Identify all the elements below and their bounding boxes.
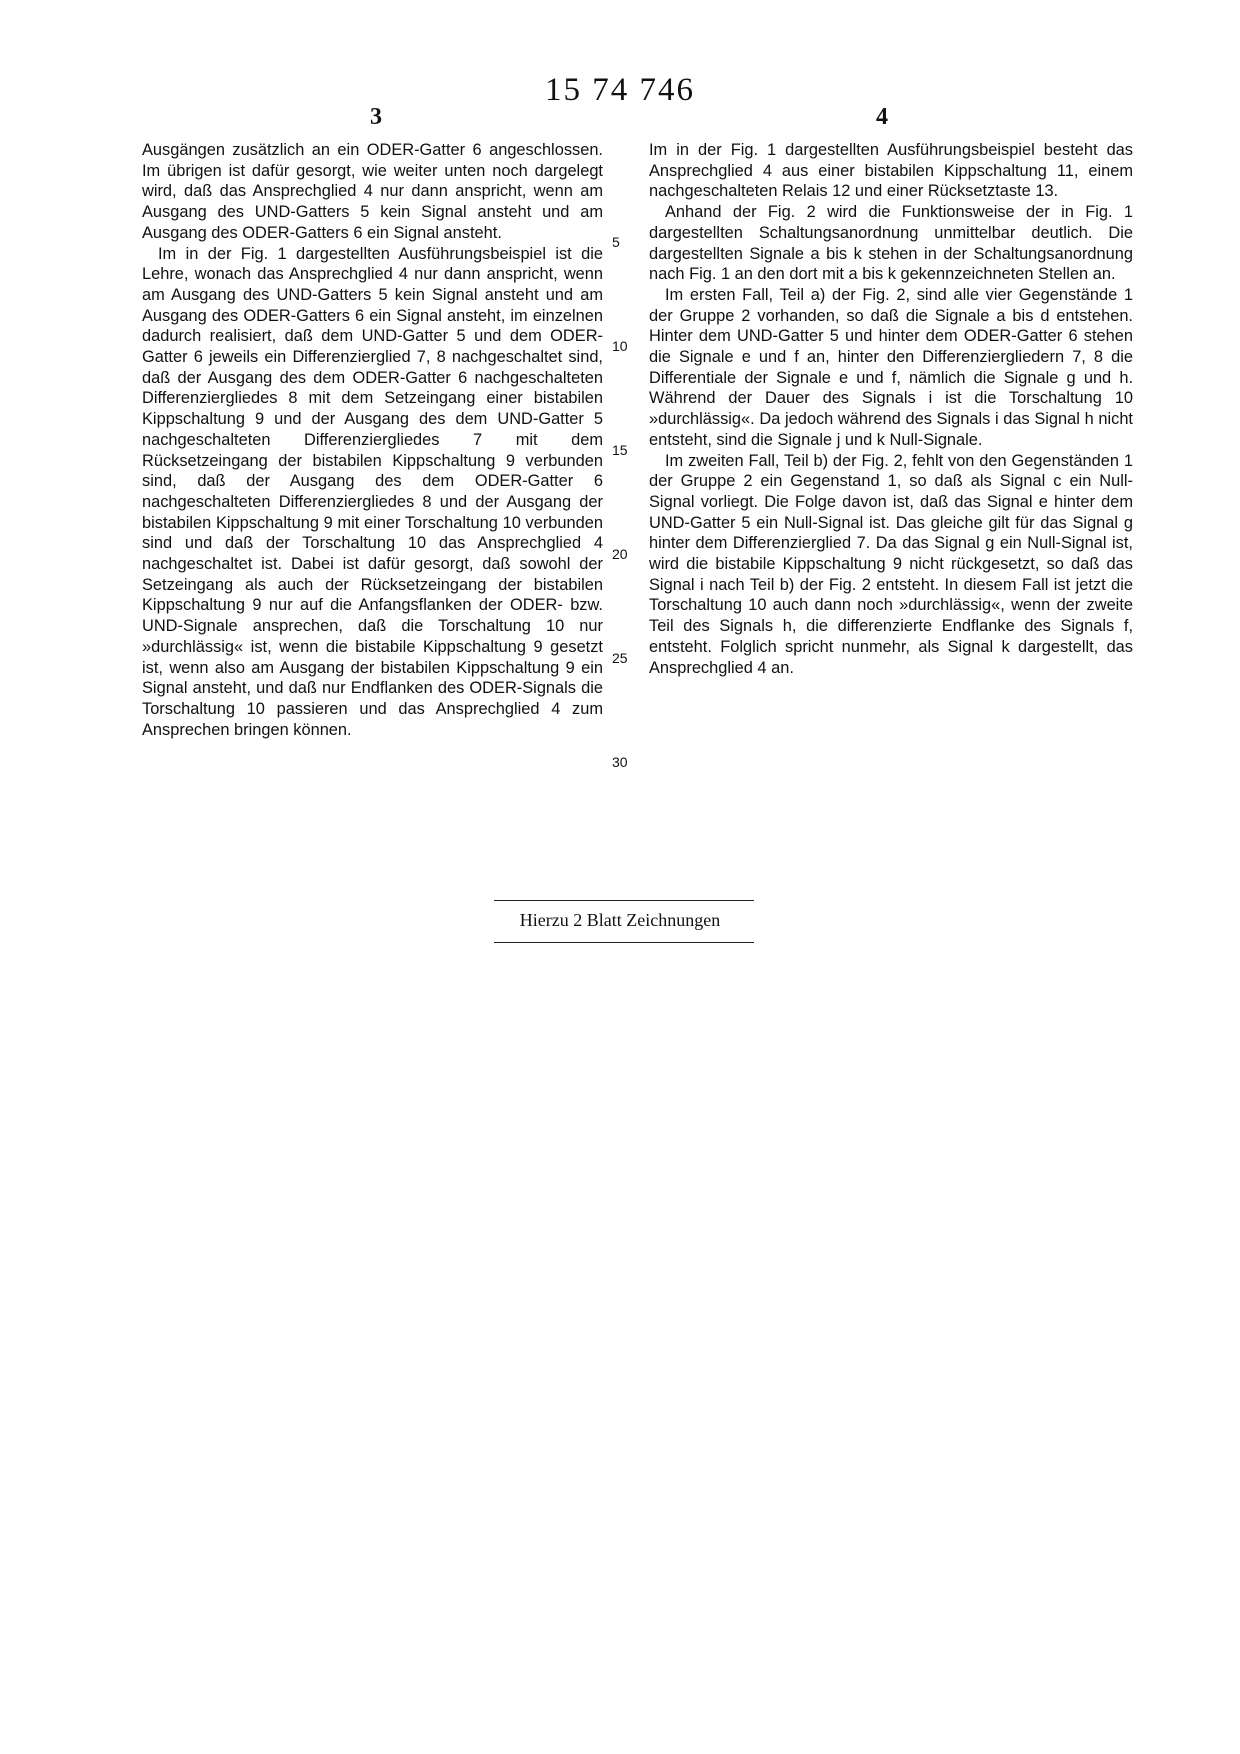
paragraph: Im in der Fig. 1 dargestellten Ausführungsbeispiel besteht das Ansprechglied 4 aus einer bistabilen Kippschaltung 11, einem nachgeschalteten Relais 12 und einer Rücksetztaste 13. <box>649 141 1133 201</box>
page-number-left: 3 <box>370 104 382 130</box>
footer-rule-bottom <box>494 942 754 943</box>
paragraph: Anhand der Fig. 2 wird die Funktionsweise der in Fig. 1 dargestellten Schaltungsanordnung unmittelbar deutlich. Die dargestellten Signale a bis k stehen in der Schaltungsanordnung nach Fig. 1 an den dort mit a bis k gekennzeichneten Stellen an. <box>649 203 1133 284</box>
left-column <box>142 140 603 740</box>
line-number: 10 <box>612 338 628 354</box>
line-number: 25 <box>612 650 628 666</box>
right-column <box>649 140 1133 678</box>
line-number: 5 <box>612 234 620 250</box>
footer-rule-top <box>494 900 754 901</box>
paragraph: Im in der Fig. 1 dargestellten Ausführungsbeispiel ist die Lehre, wonach das Ansprechglied 4 nur dann anspricht, wenn am Ausgang des UND-Gatters 5 kein Signal ansteht und am Ausgang des ODER-Gatters 6 ein Signal ansteht, im einzelnen dadurch realisiert, daß dem UND-Gatter 5 und dem ODER-Gatter 6 jeweils ein Differenzierglied 7, 8 nachgeschaltet sind, daß der Ausgang des dem ODER-Gatter 6 nachgeschalteten Differenziergliedes 8 mit dem Setzeingang einer bistabilen Kippschaltung 9 und der Ausgang des dem UND-Gatter 5 nachgeschalteten Differenziergliedes 7 mit dem Rücksetzeingang der bistabilen Kippschaltung 9 verbunden sind, daß der Ausgang des dem ODER-Gatter 6 nachgeschalteten Differenziergliedes 8 und der Ausgang der bistabilen Kippschaltung 9 mit einer Torschaltung 10 verbunden sind und daß der Torschaltung 10 das Ansprechglied 4 nachgeschaltet ist. Dabei ist dafür gesorgt, daß sowohl der Setzeingang als auch der Rücksetzeingang der bistabilen Kippschaltung 9 nur auf die Anfangsflanken der ODER- bzw. UND-Signale ansprechen, daß die Torschaltung 10 nur »durchlässig« ist, wenn die bistabile Kippschaltung 9 gesetzt ist, wenn also am Ausgang der bistabilen Kippschaltung 9 ein Signal ansteht, und daß nur Endflanken des ODER-Signals die Torschaltung 10 passieren und das Ansprechglied 4 zum Ansprechen bringen können. <box>142 244 603 739</box>
line-number: 30 <box>612 754 628 770</box>
page-number-right: 4 <box>876 104 888 130</box>
paragraph: Im zweiten Fall, Teil b) der Fig. 2, fehlt von den Gegenständen 1 der Gruppe 2 ein Gegenstand 1, so daß als Signal c ein Null-Signal vorliegt. Die Folge davon ist, daß das Signal e hinter dem UND-Gatter 5 ein Null-Signal ist. Das gleiche gilt für das Signal g hinter dem Differenzierglied 7. Da das Signal g ein Null-Signal ist, wird die bistabile Kippschaltung 9 nicht rückgesetzt, so daß das Signal i nach Teil b) der Fig. 2 entsteht. In diesem Fall ist jetzt die Torschaltung 10 auch dann noch »durchlässig«, wenn der zweite Teil des Signals h, die differenzierte Endflanke des Signals f, entsteht. Folglich spricht nunmehr, als Signal k dargestellt, das Ansprechglied 4 an. <box>649 451 1133 677</box>
paragraph: Im ersten Fall, Teil a) der Fig. 2, sind alle vier Gegenstände 1 der Gruppe 2 vorhanden, so daß die Signale a bis d entstehen. Hinter dem UND-Gatter 5 und hinter dem ODER-Gatter 6 stehen die Signale e und f an, hinter den Differenziergliedern 7, 8 die Differentiale der Signale e und f, nämlich die Signale g und h. Während der Dauer des Signals i ist die Torschaltung 10 »durchlässig«. Da jedoch während des Signals i das Signal h nicht entsteht, sind die Signale j und k Null-Signale. <box>649 285 1133 449</box>
document-number: 15 74 746 <box>545 72 695 108</box>
paragraph: Ausgängen zusätzlich an ein ODER-Gatter 6 angeschlossen. Im übrigen ist dafür gesorgt, wie weiter unten noch dargelegt wird, daß das Ansprechglied 4 nur dann anspricht, wenn am Ausgang des UND-Gatters 5 kein Signal ansteht und am Ausgang des ODER-Gatters 6 ein Signal ansteht. <box>142 141 603 242</box>
line-number: 20 <box>612 546 628 562</box>
footer-note: Hierzu 2 Blatt Zeichnungen <box>519 910 721 930</box>
line-number: 15 <box>612 442 628 458</box>
